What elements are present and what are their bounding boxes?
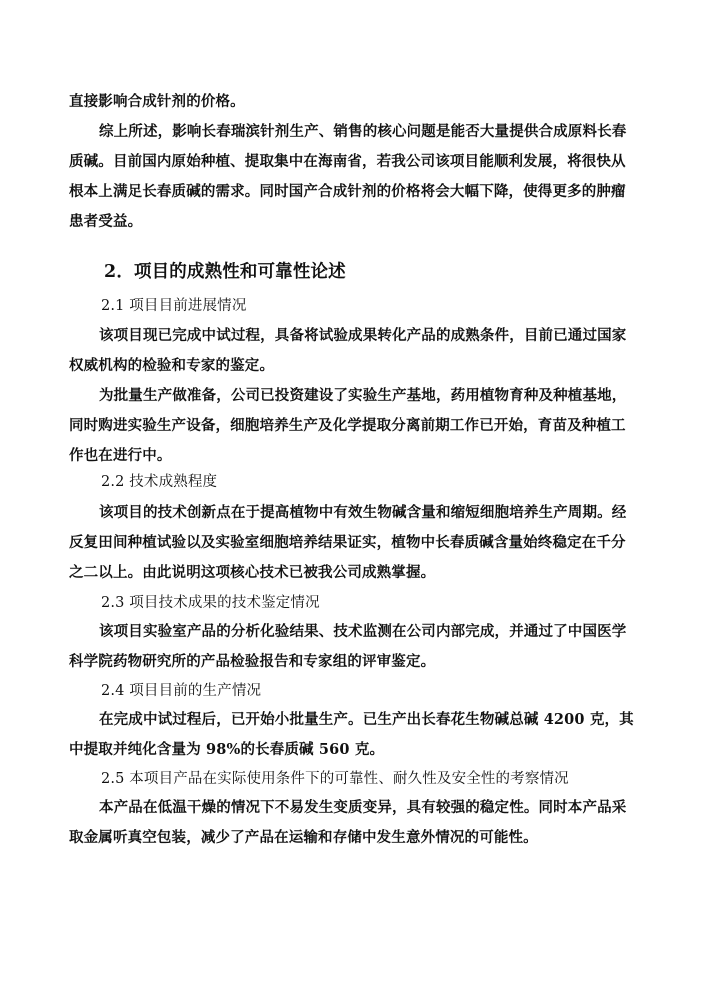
subsection-title-2-5: 2.5 本项目产品在实际使用条件下的可靠性、耐久性及安全性的考察情况	[101, 771, 569, 787]
paragraph-line: 反复田间种植试验以及实验室细胞培养结果证实，植物中长春质碱含量始终稳定在千分	[69, 534, 626, 551]
paragraph-line: 在完成中试过程后，已开始小批量生产。已生产出长春花生物碱总碱 4200 克，其	[99, 711, 634, 728]
intro-line-4: 根本上满足长春质碱的需求。同时国产合成针剂的价格将会大幅下降，使得更多的肿瘤	[69, 183, 626, 200]
subsection-title-2-4: 2.4 项目目前的生产情况	[101, 683, 262, 699]
paragraph-line: 该项目现已完成中试过程，具备将试验成果转化产品的成熟条件，目前已通过国家	[99, 327, 627, 344]
paragraph-line: 之二以上。由此说明这项核心技术已被我公司成熟掌握。	[69, 564, 436, 581]
intro-line-2: 综上所述，影响长春瑞滨针剂生产、销售的核心问题是能否大量提供合成原料长春	[99, 123, 627, 140]
paragraph-line: 该项目的技术创新点在于提高植物中有效生物碱含量和缩短细胞培养生产周期。经	[99, 504, 627, 521]
paragraph-line: 同时购进实验生产设备，细胞培养生产及化学提取分离前期工作已开始，育苗及种植工	[69, 417, 626, 434]
paragraph-line: 权威机构的检验和专家的鉴定。	[69, 357, 275, 374]
paragraph-line: 该项目实验室产品的分析化验结果、技术监测在公司内部完成，并通过了中国医学	[99, 623, 627, 640]
subsection-title-2-1: 2.1 项目目前进展情况	[101, 298, 247, 314]
section-heading: 2．项目的成熟性和可靠性论述	[104, 262, 346, 282]
paragraph-line: 为批量生产做准备，公司已投资建设了实验生产基地，药用植物育种及种植基地，	[99, 387, 627, 404]
intro-line-1: 直接影响合成针剂的价格。	[69, 93, 245, 110]
subsection-title-2-3: 2.3 项目技术成果的技术鉴定情况	[101, 595, 320, 611]
subsection-title-2-2: 2.2 技术成熟程度	[101, 474, 218, 490]
intro-line-3: 质碱。目前国内原始种植、提取集中在海南省，若我公司该项目能顺利发展，将很快从	[69, 153, 626, 170]
paragraph-line: 本产品在低温干燥的情况下不易发生变质变异，具有较强的稳定性。同时本产品采	[99, 799, 627, 816]
paragraph-line: 中提取并纯化含量为 98%的长春质碱 560 克。	[69, 741, 385, 758]
intro-line-5: 患者受益。	[69, 213, 143, 230]
paragraph-line: 科学院药物研究所的产品检验报告和专家组的评审鉴定。	[69, 653, 436, 670]
paragraph-line: 取金属听真空包装，减少了产品在运输和存储中发生意外情况的可能性。	[69, 829, 538, 846]
paragraph-line: 作也在进行中。	[69, 447, 172, 464]
